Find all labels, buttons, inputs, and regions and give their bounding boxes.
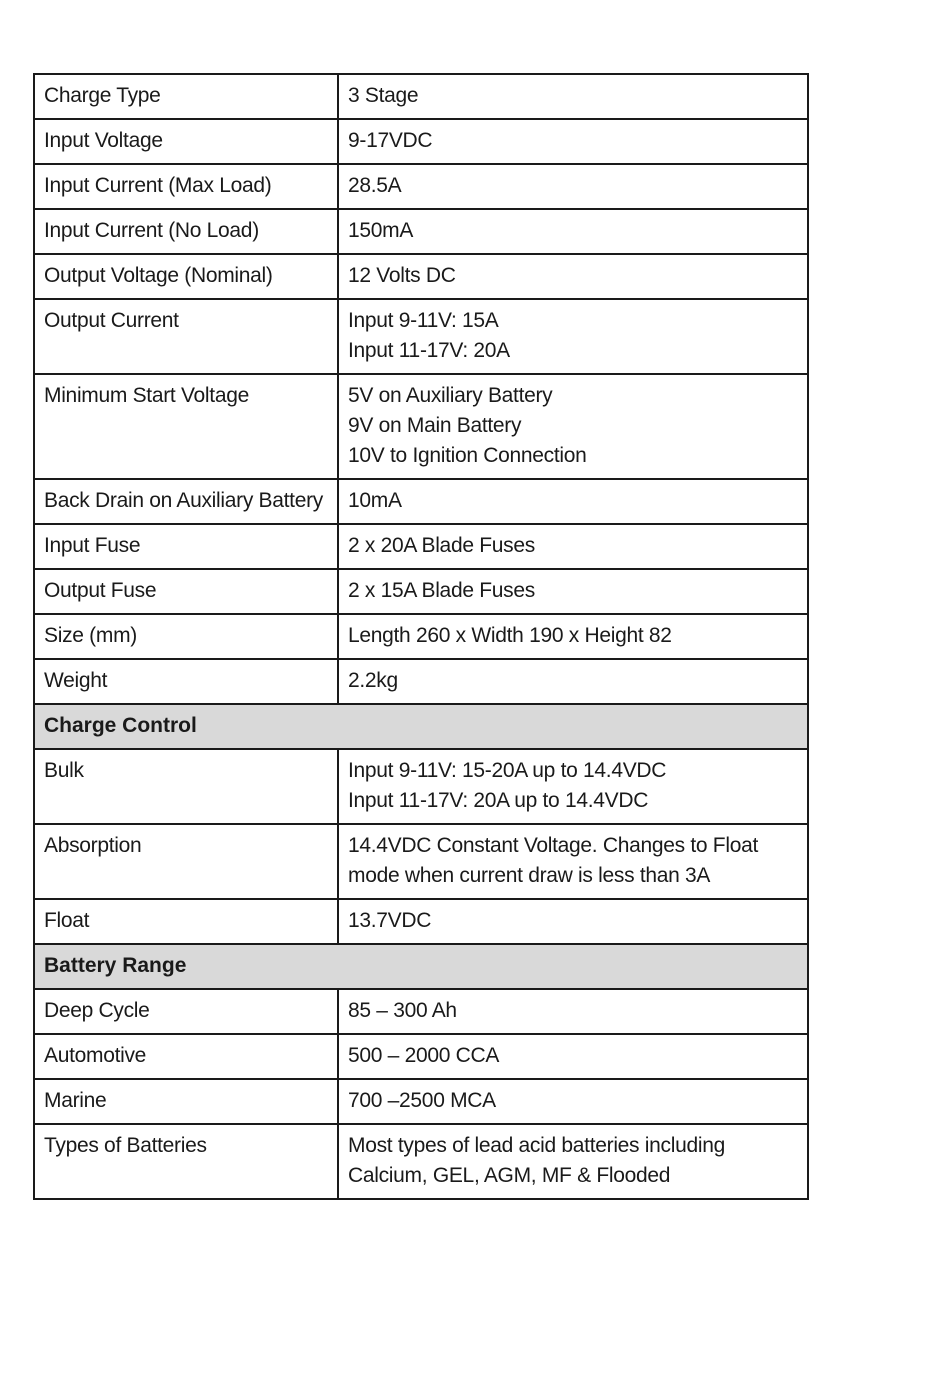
spec-value [338, 569, 808, 614]
spec-value-line: 2.2kg [348, 669, 398, 692]
spec-value [338, 479, 808, 524]
battery-range-section-row [34, 944, 808, 989]
spec-row [34, 254, 808, 299]
battery-range-row [34, 989, 808, 1034]
spec-value-line: Input 9-11V: 15-20A up to 14.4VDC [348, 759, 667, 782]
spec-row [34, 374, 808, 479]
spec-row [34, 524, 808, 569]
spec-row [34, 569, 808, 614]
spec-value-line: 10V to Ignition Connection [348, 444, 587, 467]
spec-row [34, 119, 808, 164]
battery-range-row [34, 1034, 808, 1079]
spec-value-line: 9V on Main Battery [348, 414, 522, 437]
spec-value-line: 10mA [348, 489, 402, 512]
spec-value-line: 85 – 300 Ah [348, 999, 457, 1022]
spec-value-line: 9-17VDC [348, 129, 433, 152]
spec-row [34, 659, 808, 704]
spec-label: Weight [34, 659, 338, 704]
spec-row [34, 479, 808, 524]
spec-label: Float [34, 899, 338, 944]
spec-label: Input Voltage [34, 119, 338, 164]
spec-value-line: 14.4VDC Constant Voltage. Changes to Float [348, 834, 758, 857]
spec-label: Output Current [34, 299, 338, 374]
spec-value [338, 299, 808, 374]
charge-control-row [34, 824, 808, 899]
battery-range-row [34, 1124, 808, 1199]
spec-value-line: Most types of lead acid batteries including [348, 1134, 725, 1157]
spec-label: Charge Type [34, 74, 338, 119]
spec-value-line: mode when current draw is less than 3A [348, 864, 711, 887]
spec-label: Input Current (No Load) [34, 209, 338, 254]
spec-value [338, 614, 808, 659]
spec-label: Input Current (Max Load) [34, 164, 338, 209]
spec-label: Back Drain on Auxiliary Battery [34, 479, 338, 524]
spec-value [338, 374, 808, 479]
spec-value [338, 254, 808, 299]
charge-control-section-heading: Charge Control [34, 704, 808, 749]
spec-value-line: 3 Stage [348, 84, 419, 107]
spec-value-line: 5V on Auxiliary Battery [348, 384, 553, 407]
spec-value [338, 524, 808, 569]
spec-value-line: 2 x 20A Blade Fuses [348, 534, 535, 557]
spec-label: Output Voltage (Nominal) [34, 254, 338, 299]
spec-value-line: 700 –2500 MCA [348, 1089, 496, 1112]
spec-value-line: Input 9-11V: 15A [348, 309, 499, 332]
spec-value-line: Length 260 x Width 190 x Height 82 [348, 624, 672, 647]
spec-value-line: Input 11-17V: 20A [348, 339, 510, 362]
spec-label: Output Fuse [34, 569, 338, 614]
spec-value [338, 989, 808, 1034]
spec-value-line: 28.5A [348, 174, 402, 197]
spec-value [338, 824, 808, 899]
spec-value [338, 899, 808, 944]
spec-row [34, 614, 808, 659]
charge-control-section-row [34, 704, 808, 749]
spec-row [34, 299, 808, 374]
specifications-table [33, 73, 809, 1200]
spec-value-line: Input 11-17V: 20A up to 14.4VDC [348, 789, 649, 812]
spec-label: Automotive [34, 1034, 338, 1079]
spec-label: Size (mm) [34, 614, 338, 659]
spec-value [338, 209, 808, 254]
spec-label: Types of Batteries [34, 1124, 338, 1199]
spec-label: Input Fuse [34, 524, 338, 569]
specifications-table-body [34, 74, 808, 1199]
spec-value-line: 13.7VDC [348, 909, 432, 932]
spec-value-line: 12 Volts DC [348, 264, 456, 287]
spec-value [338, 749, 808, 824]
spec-row [34, 164, 808, 209]
spec-value [338, 1079, 808, 1124]
spec-label: Deep Cycle [34, 989, 338, 1034]
spec-label: Marine [34, 1079, 338, 1124]
spec-value [338, 1034, 808, 1079]
spec-value-line: 150mA [348, 219, 414, 242]
spec-value [338, 1124, 808, 1199]
spec-value [338, 659, 808, 704]
spec-row [34, 209, 808, 254]
battery-range-row [34, 1079, 808, 1124]
spec-label: Bulk [34, 749, 338, 824]
spec-value-line: Calcium, GEL, AGM, MF & Flooded [348, 1164, 671, 1187]
spec-value-line: 2 x 15A Blade Fuses [348, 579, 535, 602]
battery-range-section-heading: Battery Range [34, 944, 808, 989]
charge-control-row [34, 899, 808, 944]
spec-value [338, 74, 808, 119]
spec-value-line: 500 – 2000 CCA [348, 1044, 500, 1067]
spec-row [34, 74, 808, 119]
charge-control-row [34, 749, 808, 824]
spec-value [338, 164, 808, 209]
spec-value [338, 119, 808, 164]
spec-label: Minimum Start Voltage [34, 374, 338, 479]
spec-label: Absorption [34, 824, 338, 899]
